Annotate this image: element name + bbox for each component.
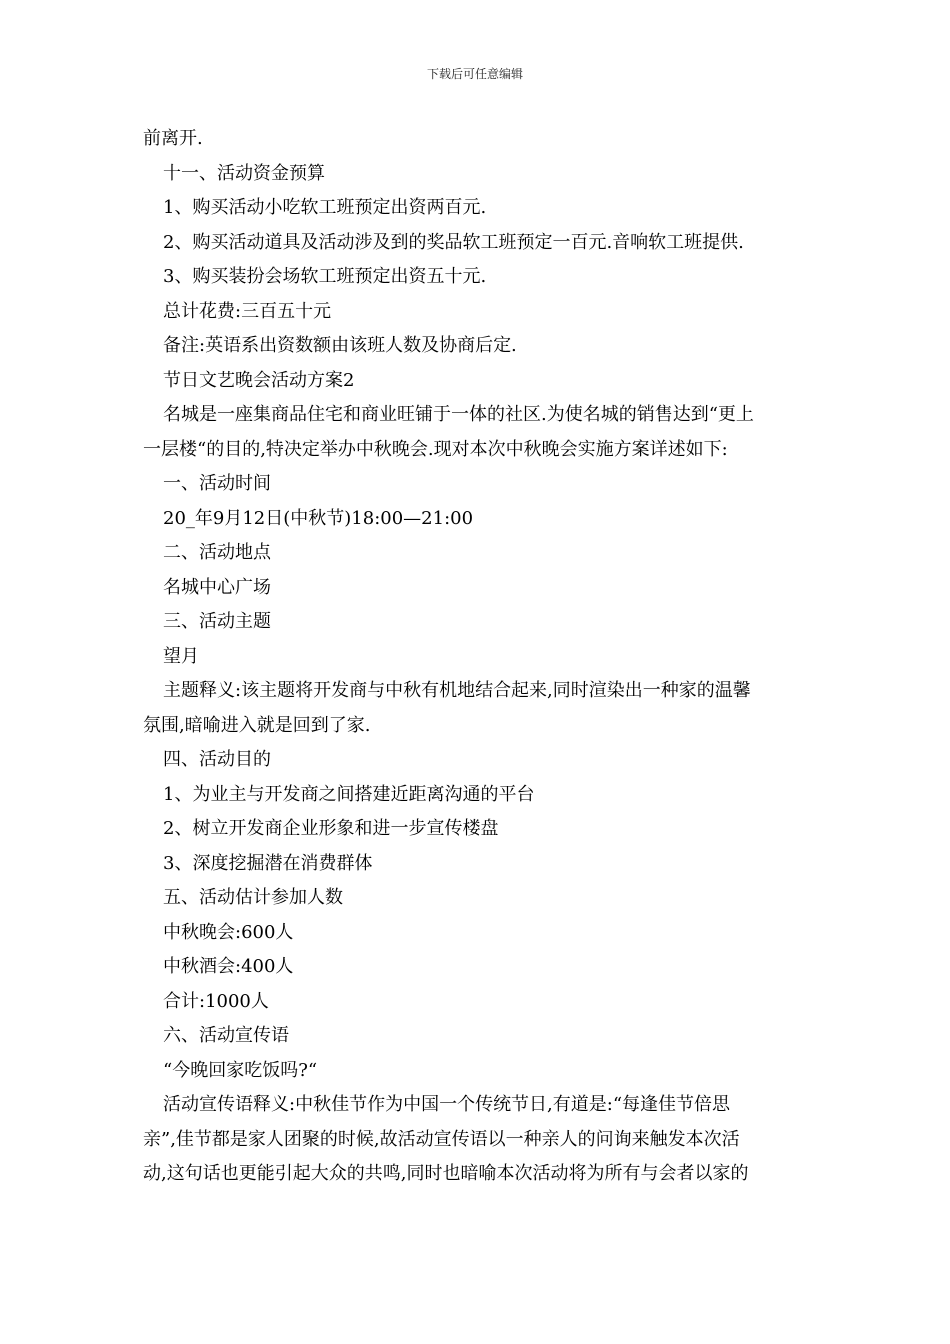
text-line: 主题释义:该主题将开发商与中秋有机地结合起来,同时渲染出一种家的温馨: [163, 680, 751, 701]
text-line: 3、购买装扮会场软工班预定出资五十元.: [163, 266, 487, 287]
text-line: 十一、活动资金预算: [163, 162, 325, 184]
text-line: 六、活动宣传语: [163, 1025, 289, 1046]
text-line: 二、活动地点: [163, 542, 271, 563]
text-line: 名城是一座集商品住宅和商业旺铺于一体的社区.为使名城的销售达到“更上: [163, 404, 754, 425]
text-line: 五、活动估计参加人数: [163, 887, 343, 908]
text-line: 三、活动主题: [163, 611, 271, 632]
text-line: 1、购买活动小吃软工班预定出资两百元.: [163, 197, 487, 218]
text-line: 合计:1000人: [163, 990, 269, 1012]
text-line: 2、树立开发商企业形象和进一步宣传楼盘: [163, 818, 499, 839]
text-line: 活动宣传语释义:中秋佳节作为中国一个传统节日,有道是:“每逢佳节倍思: [163, 1094, 731, 1115]
text-line: 望月: [163, 645, 199, 667]
text-line: 名城中心广场: [163, 576, 271, 598]
text-line: 节日文艺晚会活动方案2: [163, 369, 355, 391]
text-line: 3、深度挖掘潜在消费群体: [163, 852, 373, 874]
text-line: 前离开.: [143, 128, 203, 149]
document-body: [143, 122, 813, 1192]
text-line: 四、活动目的: [163, 749, 271, 770]
page-header: 下载后可任意编辑: [426, 67, 523, 81]
text-line: 中秋酒会:400人: [163, 956, 294, 977]
text-line: 20_年9月12日(中秋节)18:00—21:00: [163, 507, 474, 529]
text-line: 2、购买活动道具及活动涉及到的奖品软工班预定一百元.音响软工班提供.: [163, 231, 744, 253]
text-line: 动,这句话也更能引起大众的共鸣,同时也暗喻本次活动将为所有与会者以家的: [143, 1163, 749, 1184]
text-line: “今晚回家吃饭吗?“: [163, 1059, 318, 1081]
text-line: 一层楼“的目的,特决定举办中秋晚会.现对本次中秋晚会实施方案详述如下:: [143, 438, 728, 460]
text-line: 中秋晚会:600人: [163, 921, 294, 943]
text-line: 一、活动时间: [163, 473, 271, 494]
text-line: 总计花费:三百五十元: [163, 300, 332, 322]
text-line: 备注:英语系出资数额由该班人数及协商后定.: [163, 335, 517, 356]
text-line: 亲”,佳节都是家人团聚的时候,故活动宣传语以一种亲人的问询来触发本次活: [143, 1128, 740, 1150]
text-line: 1、为业主与开发商之间搭建近距离沟通的平台: [163, 783, 535, 805]
text-line: 氛围,暗喻进入就是回到了家.: [143, 714, 371, 736]
